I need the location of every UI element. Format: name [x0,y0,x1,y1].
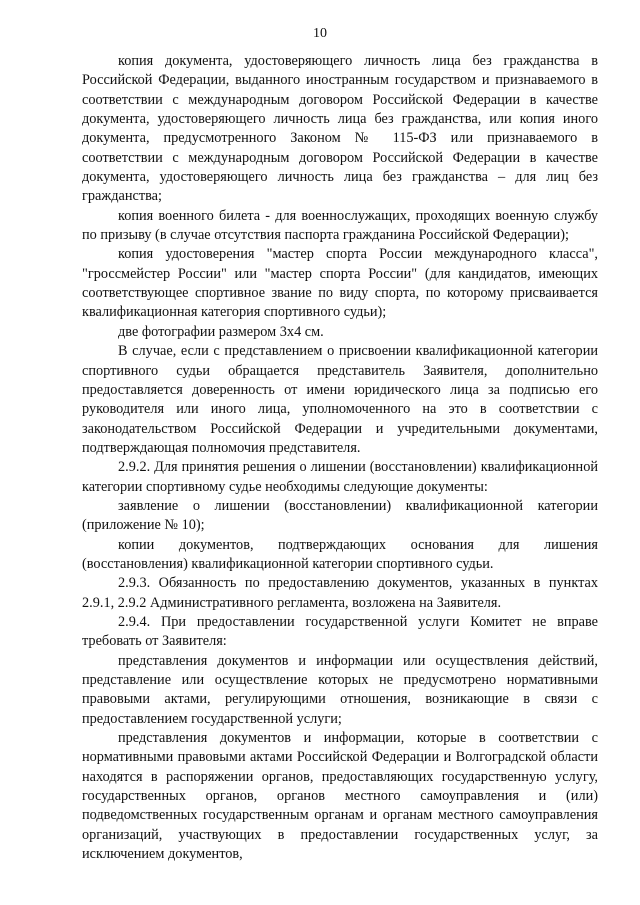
paragraph-stateless-id-copy: копия документа, удостоверяющего личность лица без гражданства в Российской Федерации, выданного иностранным государством и признаваемого в соответствии с международным договором Российской Федерации в качестве документа, удостоверяющего личность лица без гражданства, или копия иного документа, предусмотренного Законом № 115-ФЗ или признаваемого в соответствии с международным договором Российской Федерации в качестве документа, удостоверяющего личность лица без гражданства – для лиц без гражданства; [82,53,598,205]
paragraph-not-required-actions: представления документов и информации или осуществления действий, представление или осуществление которых не предусмотрено нормативными правовыми актами, регулирующими отношения, возникающие в связи с предоставлением государственной услуги; [82,652,598,727]
paragraph-2-9-2: 2.9.2. Для принятия решения о лишении (восстановлении) квалификационной категории спортивному судье необходимы следующие документы: [82,459,598,495]
document-body [82,52,598,864]
paragraph-grounds-documents: копии документов, подтверждающих основания для лишения (восстановления) квалификационной категории спортивного судьи. [82,536,598,572]
paragraph-military-id-copy: копия военного билета - для военнослужащих, проходящих военную службу по призыву (в случае отсутствия паспорта гражданина Российской Федерации); [82,207,598,244]
paragraph-2-9-4: 2.9.4. При предоставлении государственной услуги Комитет не вправе требовать от Заявителя: [82,613,598,650]
page-number: 10 [313,26,327,41]
paragraph-representative-power: В случае, если с представлением о присвоении квалификационной категории спортивного судьи обращается представитель Заявителя, дополнительно предоставляется доверенность от имени юридического лица за подписью его руководителя или иного лица, уполномоченного на это в соответствии с законодательством Российской Федерации и учредительными документами, подтверждающая полномочия представителя. [82,343,598,456]
paragraph-2-9-3: 2.9.3. Обязанность по предоставлению документов, указанных в пунктах 2.9.1, 2.9.2 Административного регламента, возложена на Заявителя. [82,575,598,611]
paragraph-not-required-documents: представления документов и информации, которые в соответствии с нормативными правовыми актами Российской Федерации и Волгоградской области находятся в распоряжении органов, предоставляющих государственную услугу, государственных органов, органов местного самоуправления и (или) подведомственных государственным органам и органам местного самоуправления организаций, участвующих в предоставлении государственных услуг, за исключением документов, [82,730,598,863]
paragraph-photos: две фотографии размером 3х4 см. [118,323,324,340]
paragraph-sport-title-copy: копия удостоверения "мастер спорта России международного класса", "гроссмейстер России" или "мастер спорта России" (для кандидатов, имеющих соответствующее спортивное звание по виду спорта, по которому присваивается квалификационная категория спортивного судьи); [82,246,598,321]
paragraph-deprivation-application: заявление о лишении (восстановлении) квалификационной категории (приложение № 10); [82,497,598,534]
